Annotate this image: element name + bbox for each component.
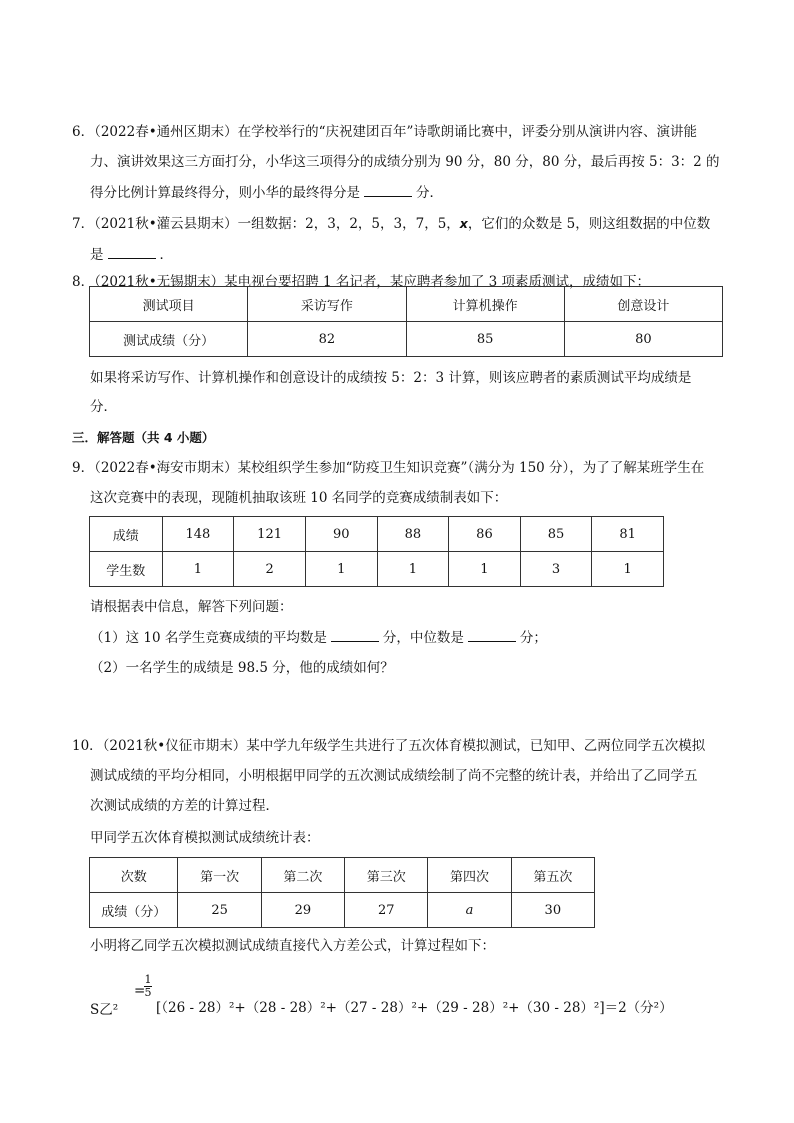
q8-line3: 分． (90, 399, 117, 415)
q10-score-table (89, 857, 595, 928)
table-cell: 81 (592, 517, 664, 552)
table-cell: 82 (248, 322, 406, 357)
variance-lhs: S乙² (90, 1002, 119, 1018)
q9-sub1 (90, 627, 750, 648)
q10-line2: 测试成绩的平均分相同，小明根据甲同学的五次测试成绩绘制了尚不完整的统计表，并给出了乙同学五 (90, 768, 698, 784)
table-row (90, 552, 664, 587)
q9-prompt: 请根据表中信息，解答下列问题： (90, 599, 293, 615)
q6-answer-blank (364, 182, 412, 197)
q9-median-blank (468, 627, 516, 642)
q7-answer-blank (108, 244, 156, 259)
table-header-cell: 第一次 (178, 858, 261, 893)
table-cell: 1 (377, 552, 449, 587)
table-header-cell: 测试项目 (90, 287, 248, 322)
variance-equals: = (134, 983, 146, 999)
variance-rhs: [（26 - 28）²+（28 - 28）²+（27 - 28）²+（29 - 28）²+（30 - 28）²]＝2（分²） (156, 1000, 673, 1016)
table-cell: 90 (305, 517, 377, 552)
table-header-cell: 第二次 (261, 858, 344, 893)
table-cell-variable-a: a (428, 893, 511, 928)
fraction-numerator: 1 (144, 973, 152, 986)
table-cell: 85 (520, 517, 592, 552)
table-cell: 29 (261, 893, 344, 928)
q6-line3-end: 分． (416, 185, 443, 201)
table-cell: 2 (234, 552, 306, 587)
table-row (90, 893, 595, 928)
table-cell: 测试成绩（分） (90, 322, 248, 357)
table-header-cell: 第四次 (428, 858, 511, 893)
table-cell: 1 (592, 552, 664, 587)
table-cell: 80 (564, 322, 722, 357)
fraction-denominator: 5 (144, 986, 152, 999)
q7-line2-text: 是 (90, 247, 104, 263)
table-cell: 成绩（分） (90, 893, 178, 928)
table-row (90, 287, 723, 322)
q9-score-table (89, 516, 664, 587)
table-header-cell: 计算机操作 (406, 287, 564, 322)
q8-line1: 8．（2021秋•无锡期末）某电视台要招聘 1 名记者，某应聘者参加了 3 项素质测试，成绩如下： (72, 274, 651, 290)
table-header-cell: 采访写作 (248, 287, 406, 322)
table-row (90, 517, 664, 552)
q7-line1-text: 7．（2021秋•灌云县期末）一组数据：2，3，2，5，3，7，5， (72, 216, 460, 232)
table-header-cell: 次数 (90, 858, 178, 893)
table-cell: 86 (449, 517, 521, 552)
table-header-cell: 第三次 (345, 858, 428, 893)
table-cell: 30 (511, 893, 594, 928)
table-header-cell: 学生数 (90, 552, 163, 587)
table-row (90, 858, 595, 893)
table-cell: 1 (305, 552, 377, 587)
table-header-cell: 第五次 (511, 858, 594, 893)
table-cell: 85 (406, 322, 564, 357)
table-cell: 1 (449, 552, 521, 587)
table-cell: 88 (377, 517, 449, 552)
q7-line2-end: ． (159, 247, 173, 263)
q9-sub2: （2）一名学生的成绩是 98.5 分，他的成绩如何？ (90, 660, 394, 676)
table-cell: 27 (345, 893, 428, 928)
section-title: 三．解答题（共 4 小题） (72, 430, 215, 445)
table-header-cell: 创意设计 (564, 287, 722, 322)
q9-mean-blank (331, 627, 379, 642)
q8-line2: 如果将采访写作、计算机操作和创意设计的成绩按 5：2：3 计算，则该应聘者的素质测试平均成绩是 (90, 370, 692, 386)
q10-caption: 甲同学五次体育模拟测试成绩统计表： (90, 830, 320, 846)
q9-line1: 9．（2022春•海安市期末）某校组织学生参加“防疫卫生知识竞赛”（满分为 150 分），为了了解某班学生在 (72, 460, 705, 476)
q9-sub1-end: 分； (519, 630, 547, 646)
table-row (90, 322, 723, 357)
q6-line2: 力、演讲效果这三方面打分，小华这三项得分的成绩分别为 90 分，80 分，80 分，最后再按 5：3：2 的 (90, 154, 720, 170)
q8-score-table (89, 286, 723, 357)
q7-variable-x: x (459, 216, 468, 231)
q10-after: 小明将乙同学五次模拟测试成绩直接代入方差公式，计算过程如下： (90, 938, 495, 954)
table-cell: 25 (178, 893, 261, 928)
q6-line1: 6．（2022春•通州区期末）在学校举行的“庆祝建团百年”诗歌朗诵比赛中，评委分别从演讲内容、演讲能 (72, 124, 697, 140)
q10-line3: 次测试成绩的方差的计算过程． (90, 798, 279, 814)
table-cell: 1 (162, 552, 234, 587)
variance-fraction (144, 974, 152, 999)
q6-line3-text: 得分比例计算最终得分，则小华的最终得分是 (90, 185, 360, 201)
table-cell: 3 (520, 552, 592, 587)
q7-line1-end: ，它们的众数是 5，则这组数据的中位数 (467, 216, 711, 232)
q9-line2: 这次竞赛中的表现，现随机抽取该班 10 名同学的竞赛成绩制表如下： (90, 490, 508, 506)
q6-line3 (90, 182, 750, 203)
q7-line1 (72, 214, 732, 234)
q10-line1: 10．（2021秋•仪征市期末）某中学九年级学生共进行了五次体育模拟测试，已知甲、乙两位同学五次模拟 (72, 738, 706, 754)
q9-sub1-mid: 分，中位数是 (382, 630, 464, 646)
table-cell: 121 (234, 517, 306, 552)
table-cell: 148 (162, 517, 234, 552)
q9-sub1-text: （1）这 10 名学生竞赛成绩的平均数是 (90, 630, 327, 646)
table-header-cell: 成绩 (90, 517, 163, 552)
q7-line2 (90, 244, 750, 265)
